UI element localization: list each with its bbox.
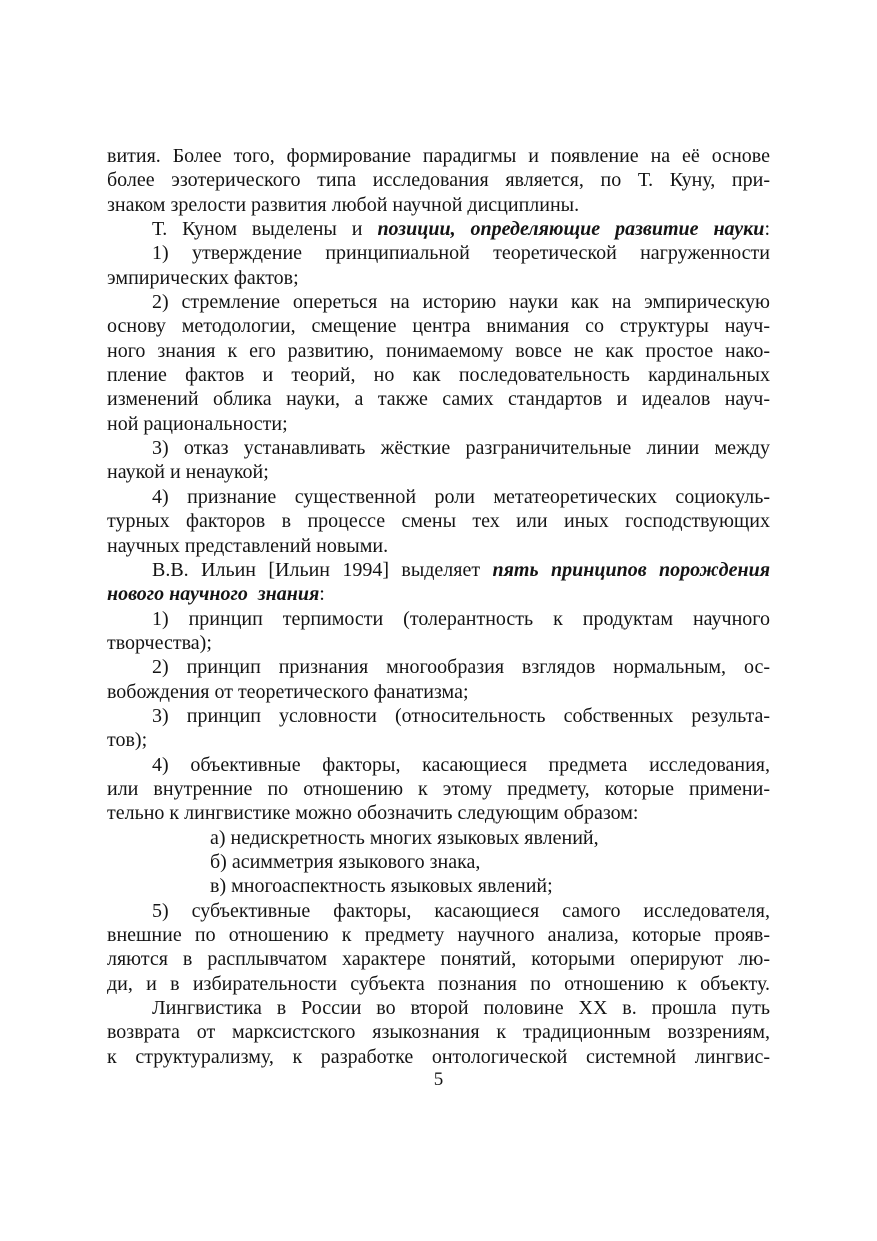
body-text: эмпирических фактов; (107, 266, 299, 289)
text-line (107, 972, 770, 996)
body-text: вобождения от теоретического фанатизма; (107, 680, 469, 703)
body-text: В.В. Ильин [Ильин 1994] выделяет (152, 558, 493, 581)
text-line (107, 534, 770, 558)
body-text: вития. Более того, формирование парадигмы и появление на её основе (107, 145, 770, 167)
text-line (107, 777, 770, 801)
body-text: : (764, 218, 770, 241)
text-line (107, 144, 770, 168)
text-line (107, 704, 770, 728)
text-line (107, 655, 770, 679)
text-line (107, 266, 770, 290)
text-line (107, 558, 770, 582)
paragraph (107, 899, 770, 996)
body-text: ляются в расплывчатом характере понятий, которыми оперируют лю- (107, 948, 770, 971)
body-text: б) асимметрия языкового знака, (210, 850, 481, 873)
body-text: 3) принцип условности (относительность собственных результа- (152, 704, 770, 727)
text-line (107, 753, 770, 777)
paragraph (107, 144, 770, 217)
body-text: 2) принцип признания многообразия взглядов нормальным, ос- (152, 656, 770, 679)
body-text: тов); (107, 729, 148, 752)
paragraph (107, 290, 770, 436)
body-text: 5) субъективные факторы, касающиеся самого исследователя, (152, 899, 770, 922)
body-text: творчества); (107, 631, 212, 654)
text-line (107, 217, 770, 241)
body-text: 1) утверждение принципиальной теоретической нагруженности (152, 242, 770, 265)
paragraph (107, 655, 770, 704)
text-line (107, 436, 770, 460)
text-line (107, 631, 770, 655)
text-line (107, 460, 770, 484)
body-text: 4) признание существенной роли метатеоретических социокуль- (152, 485, 770, 508)
body-text: или внутренние по отношению к этому предмету, которые примени- (107, 777, 770, 800)
text-line (107, 874, 770, 898)
body-text: научных представлений новыми. (107, 534, 389, 557)
body-text: турных факторов в процессе смены тех или иных господствующих (107, 510, 770, 533)
text-line (107, 728, 770, 752)
page-footer (107, 1068, 770, 1092)
body-text: а) недискретность многих языковых явлений, (210, 826, 599, 849)
text-line (107, 193, 770, 217)
emphasis-text: нового научного знания (107, 583, 320, 606)
body-text: Т. Куном выделены и (152, 218, 378, 241)
body-text: 4) объективные факторы, касающиеся предмета исследования, (152, 753, 770, 776)
body-text: ди, и в избирательности субъекта познания по отношению к объекту. (107, 972, 770, 995)
text-line (107, 1045, 770, 1069)
text-line (107, 241, 770, 265)
emphasis-text: позиции, определяющие развитие науки (377, 218, 765, 241)
text-line (107, 826, 770, 850)
text-line (107, 899, 770, 923)
text-line (107, 801, 770, 825)
body-text: внешние по отношению к предмету научного анализа, которые прояв- (107, 924, 770, 946)
text-line (107, 1020, 770, 1044)
body-text: 3) отказ устанавливать жёсткие разграничительные линии между (152, 437, 770, 460)
text-line (107, 168, 770, 192)
paragraph (107, 874, 770, 898)
paragraph (107, 996, 770, 1069)
paragraph (107, 485, 770, 558)
body-text: знаком зрелости развития любой научной дисциплины. (107, 193, 580, 216)
body-text: более эзотерического типа исследования является, по Т. Куну, при- (107, 169, 770, 192)
paragraph (107, 558, 770, 607)
body-text: : (319, 583, 325, 606)
body-text: 1) принцип терпимости (толерантность к продуктам научного (152, 607, 770, 630)
body-text: к структурализму, к разработке онтологической системной лингвис- (107, 1045, 770, 1068)
paragraph (107, 607, 770, 656)
body-text: пление фактов и теорий, но как последовательность кардинальных (107, 364, 770, 387)
text-line (107, 850, 770, 874)
text-line (107, 680, 770, 704)
text-line (107, 509, 770, 533)
body-text: наукой и ненаукой; (107, 461, 269, 484)
text-line (107, 290, 770, 314)
text-line (107, 582, 770, 606)
body-text: основу методологии, смещение центра внимания со структуры науч- (107, 315, 770, 338)
paragraph (107, 826, 770, 850)
body-text: возврата от марксистского языкознания к традиционным воззрениям, (107, 1021, 770, 1044)
body-text: ного знания к его развитию, понимаемому вовсе не как простое нако- (107, 339, 770, 362)
body-text: ной рациональности; (107, 412, 288, 435)
body-text: в) многоаспектность языковых явлений; (210, 875, 553, 898)
body-text: тельно к лингвистике можно обозначить следующим образом: (107, 802, 639, 825)
text-line (107, 363, 770, 387)
paragraph (107, 241, 770, 290)
text-line (107, 607, 770, 631)
text-line (107, 339, 770, 363)
text-line (107, 387, 770, 411)
body-text: 2) стремление опереться на историю науки как на эмпирическую (152, 291, 770, 314)
text-line (107, 412, 770, 436)
body-text: Лингвистика в России во второй половине XX в. прошла путь (152, 997, 770, 1020)
emphasis-text: пять принципов порождения (492, 558, 770, 581)
text-block (107, 144, 770, 1069)
paragraph (107, 704, 770, 753)
text-line (107, 947, 770, 971)
paragraph (107, 753, 770, 826)
paragraph (107, 436, 770, 485)
page-number: 5 (433, 1069, 444, 1090)
text-line (107, 923, 770, 947)
text-line (107, 485, 770, 509)
text-line (107, 996, 770, 1020)
paragraph (107, 217, 770, 241)
paragraph (107, 850, 770, 874)
body-text: изменений облика науки, а также самих стандартов и идеалов науч- (107, 388, 770, 411)
text-line (107, 314, 770, 338)
